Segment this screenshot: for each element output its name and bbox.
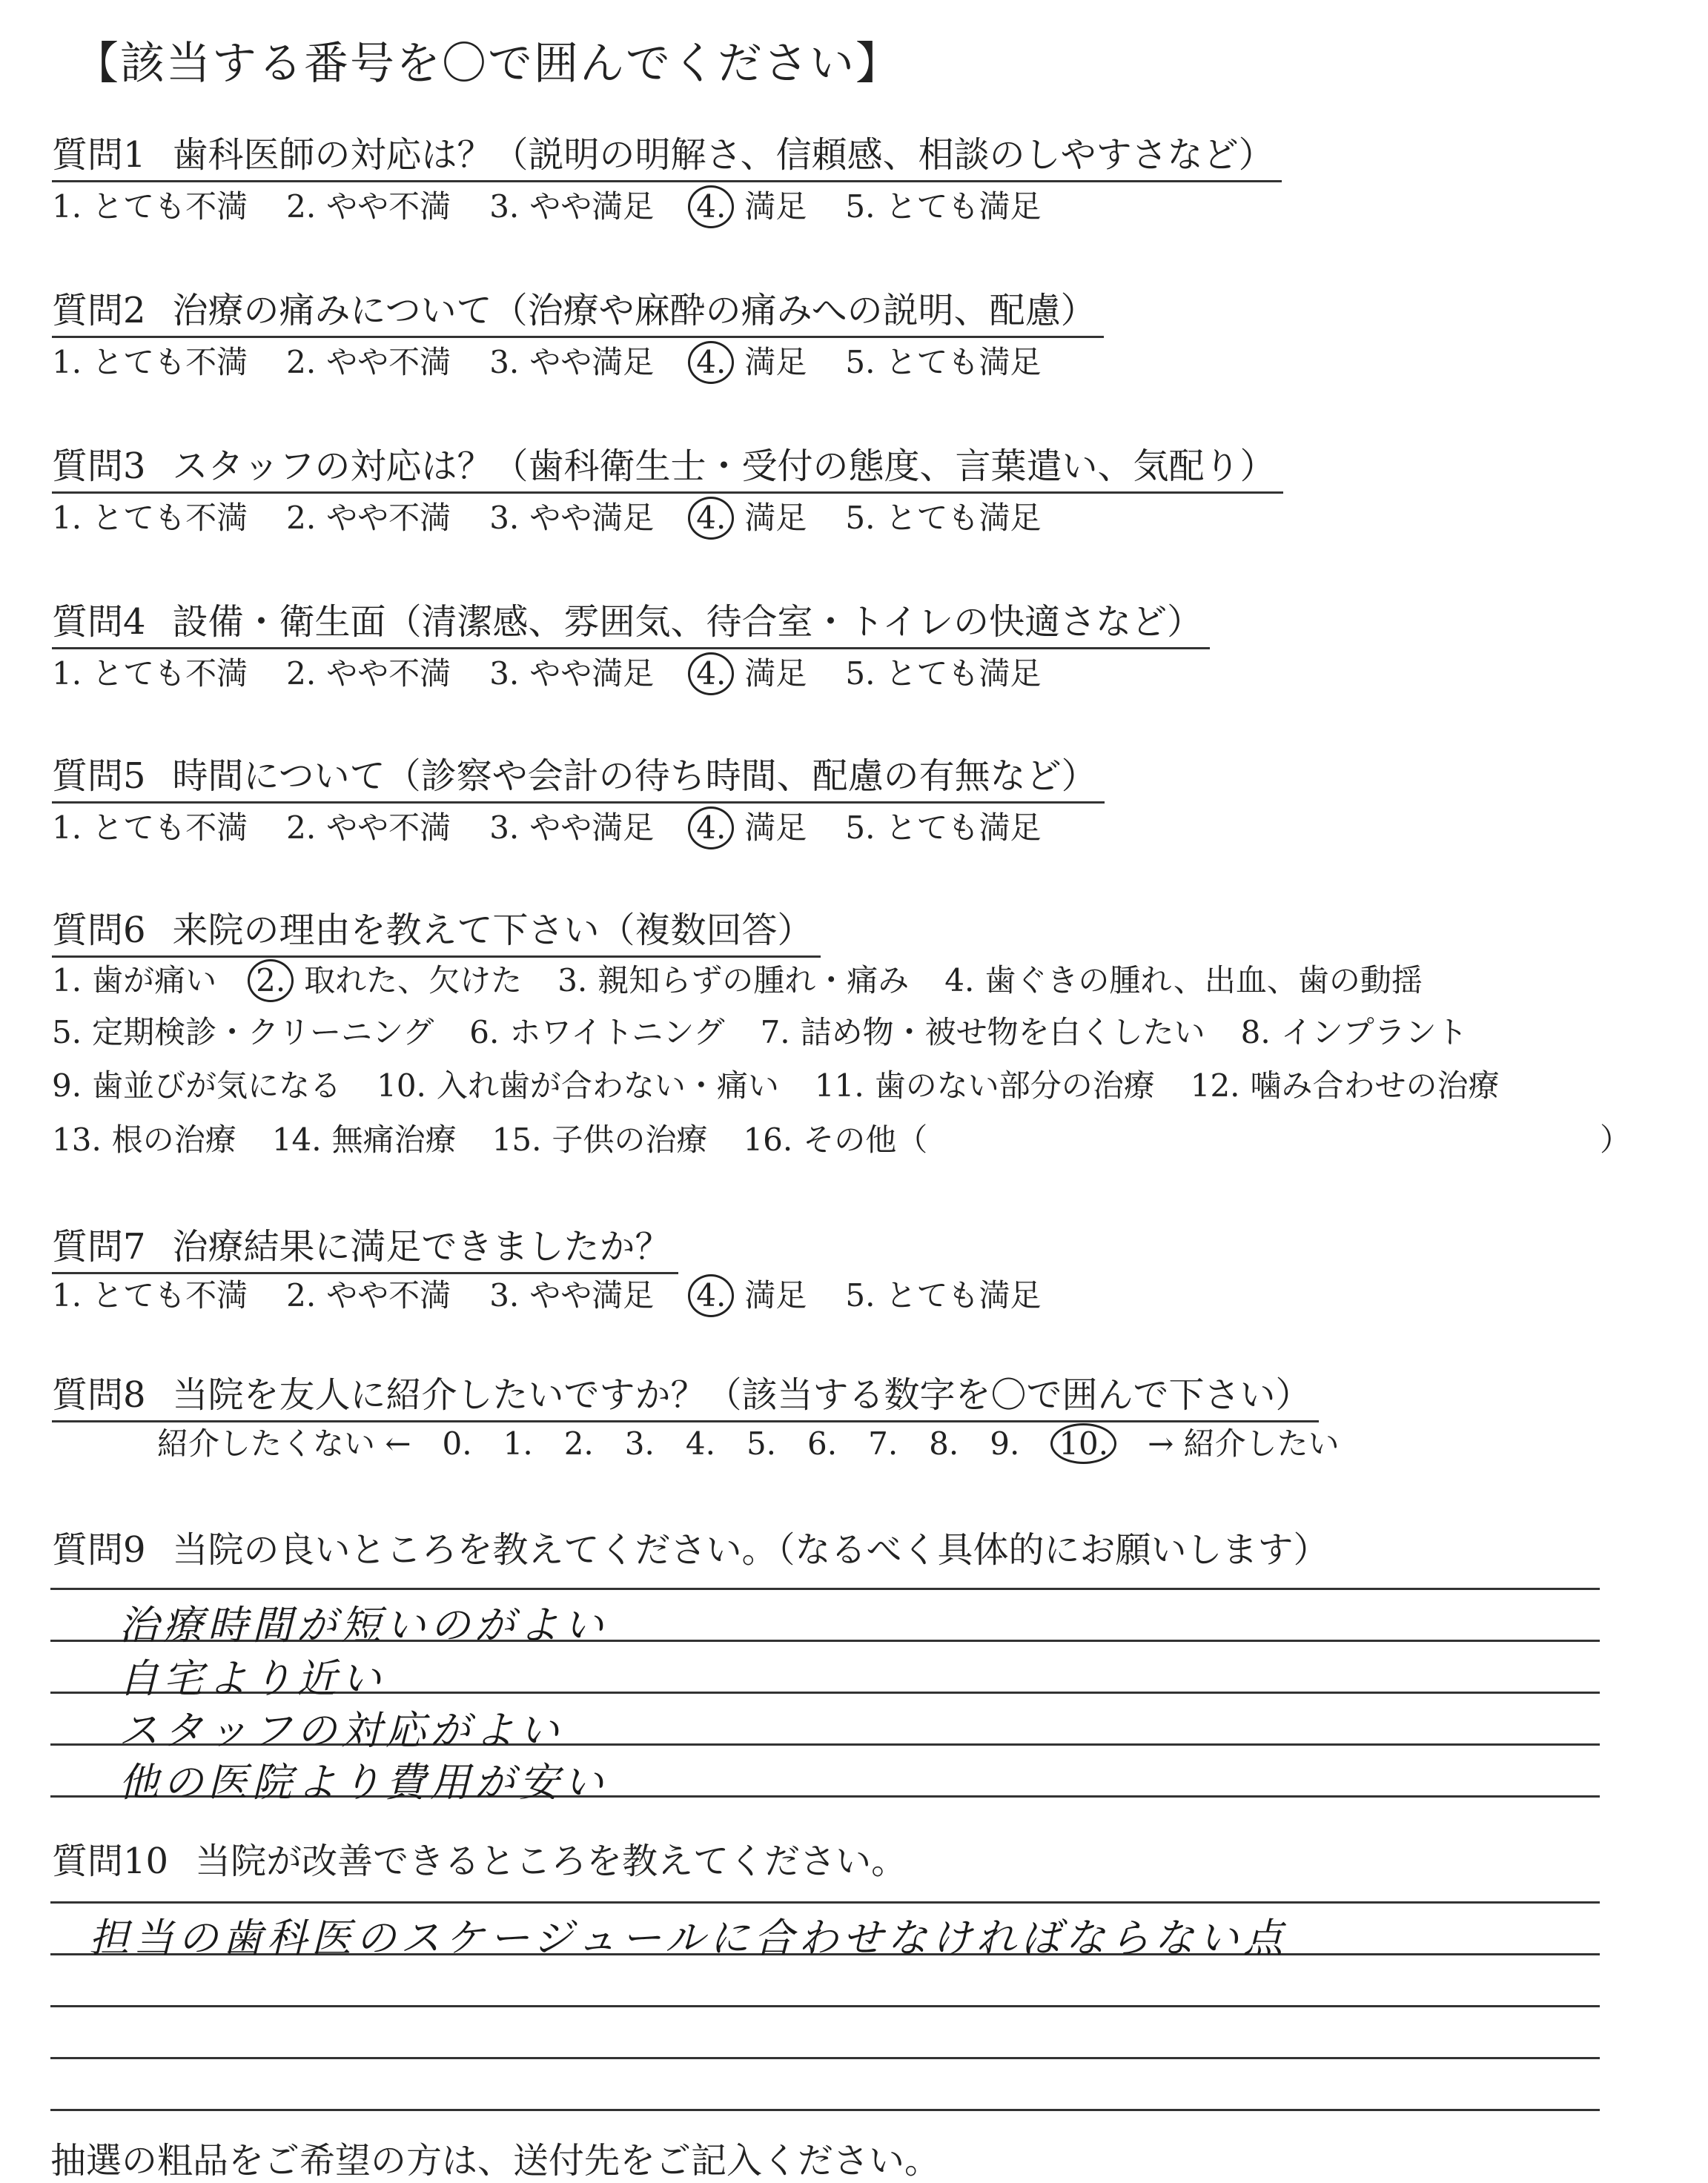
- option-number: 5.: [845, 1277, 875, 1314]
- q9-answer-2: 自宅より近い: [119, 1655, 385, 1702]
- reason-option[interactable]: [52, 1116, 236, 1160]
- option-label: 歯ぐきの腫れ、出血、歯の動揺: [984, 962, 1423, 998]
- q2-options: [52, 338, 1079, 384]
- option-number: 2.: [286, 1277, 317, 1314]
- rating-option[interactable]: [489, 338, 654, 382]
- option-label: やや満足: [529, 188, 655, 225]
- q9-heading: [52, 1521, 1337, 1575]
- option-label: やや満足: [529, 344, 655, 380]
- q5-options: [52, 804, 1079, 849]
- rating-option[interactable]: [52, 494, 248, 538]
- option-number: 1.: [52, 344, 82, 380]
- option-label: 定期検診・クリーニング: [92, 1014, 434, 1050]
- option-number: 8.: [1240, 1014, 1271, 1050]
- option-label: 満足: [744, 655, 807, 692]
- option-number: 11.: [814, 1067, 864, 1104]
- q9-number: 質問9: [52, 1529, 146, 1571]
- option-number: 5.: [845, 655, 875, 692]
- option-number: 3.: [489, 500, 520, 536]
- reason-option[interactable]: [52, 1061, 341, 1106]
- rating-option[interactable]: [692, 1271, 807, 1317]
- option-label: やや満足: [529, 809, 655, 846]
- reason-option[interactable]: [1191, 1061, 1500, 1106]
- rating-option[interactable]: [692, 804, 807, 849]
- option-label: 親知らずの腫れ・痛み: [598, 962, 910, 998]
- scale-option[interactable]: 3.: [624, 1425, 655, 1462]
- rating-option[interactable]: [52, 804, 248, 848]
- option-number: 5.: [845, 809, 875, 846]
- option-number: 2.: [286, 809, 317, 846]
- reason-option[interactable]: [1241, 1008, 1468, 1053]
- reason-option[interactable]: [377, 1061, 779, 1106]
- option-number: 1.: [52, 809, 82, 846]
- option-label: やや満足: [529, 655, 655, 692]
- option-number: 5.: [845, 500, 875, 536]
- scale-option[interactable]: 4.: [685, 1425, 715, 1462]
- option-number: 1.: [52, 1277, 82, 1314]
- q10-number: 質問10: [52, 1841, 169, 1882]
- q8-scale: [157, 1420, 1371, 1464]
- rating-option[interactable]: [286, 182, 451, 227]
- option-number: 4.: [688, 1274, 734, 1317]
- q7-text: 治療結果に満足できましたか？: [172, 1226, 671, 1268]
- q5-number: 質問5: [52, 755, 146, 797]
- option-number: 4.: [688, 652, 734, 695]
- option-number: 4.: [688, 497, 734, 540]
- scale-option[interactable]: 5.: [746, 1425, 777, 1462]
- reason-option[interactable]: [761, 1008, 1205, 1053]
- option-label: 満足: [744, 500, 807, 536]
- option-label: 子供の治療: [552, 1122, 708, 1158]
- scale-option[interactable]: 0.: [442, 1425, 472, 1462]
- q3-number: 質問3: [52, 445, 146, 487]
- option-label: やや満足: [529, 1277, 655, 1314]
- option-label: とても不満: [92, 344, 248, 380]
- option-number: 12.: [1190, 1067, 1240, 1104]
- option-number: 5.: [845, 344, 875, 380]
- option-label: とても不満: [92, 188, 248, 225]
- q10-heading: [52, 1832, 914, 1886]
- option-label: とても満足: [885, 500, 1042, 536]
- rating-option[interactable]: [692, 338, 807, 384]
- option-number: 2.: [286, 655, 317, 692]
- q10-line: [50, 1901, 1600, 1904]
- option-number: 3.: [489, 188, 520, 225]
- rating-option[interactable]: [286, 338, 451, 382]
- q6-row: [52, 1116, 963, 1160]
- rating-option[interactable]: [845, 182, 1041, 227]
- option-number: 1.: [52, 655, 82, 692]
- option-number: 2.: [286, 344, 317, 380]
- q6-row: [52, 1061, 1535, 1106]
- option-label: とても満足: [885, 655, 1042, 692]
- option-label: とても不満: [92, 1277, 248, 1314]
- rating-option[interactable]: [489, 649, 654, 694]
- option-label: やや不満: [326, 344, 451, 380]
- option-label: ホワイトニング: [509, 1014, 725, 1050]
- option-label: とても不満: [92, 809, 248, 846]
- q10-text: 当院が改善できるところを教えてください。: [195, 1841, 907, 1882]
- option-label: 満足: [744, 344, 807, 380]
- reason-option[interactable]: [52, 956, 216, 1001]
- q1-text: 歯科医師の対応は？（説明の明解さ、信頼感、相談のしやすさなど）: [172, 134, 1274, 176]
- rating-option[interactable]: [845, 338, 1041, 382]
- rating-option[interactable]: [286, 804, 451, 848]
- rating-option[interactable]: [845, 494, 1041, 538]
- q2-heading: [52, 282, 1104, 338]
- q10-line: [50, 2109, 1600, 2111]
- scale-option[interactable]: 7.: [868, 1425, 898, 1462]
- option-label: 取れた、欠けた: [304, 962, 523, 998]
- option-number: 3.: [489, 1277, 520, 1314]
- rating-option[interactable]: [845, 1271, 1041, 1316]
- rating-option[interactable]: [692, 494, 807, 540]
- rating-option[interactable]: [489, 182, 654, 227]
- option-number: 3.: [489, 655, 520, 692]
- rating-option[interactable]: [692, 182, 807, 228]
- option-number: 2.: [286, 188, 317, 225]
- option-number: 5.: [52, 1014, 82, 1050]
- option-number: 4.: [688, 341, 734, 384]
- rating-option[interactable]: [286, 649, 451, 694]
- q1-options: [52, 182, 1079, 228]
- q10-answer-1: 担当の歯科医のスケージュールに合わせなければならない点: [89, 1915, 1288, 1961]
- scale-left-label: 紹介したくない ←: [157, 1425, 411, 1462]
- q6-heading: [52, 901, 821, 958]
- q4-text: 設備・衛生面（清潔感、雰囲気、待合室・トイレの快適さなど）: [172, 601, 1203, 643]
- q10-line: [50, 2057, 1600, 2059]
- reason-option[interactable]: [272, 1116, 457, 1160]
- option-label: とても満足: [885, 188, 1042, 225]
- q6-row: [52, 1008, 1503, 1053]
- q9-line: [50, 1588, 1600, 1590]
- q2-number: 質問2: [52, 290, 146, 331]
- option-number: 15.: [491, 1122, 542, 1158]
- option-label: 歯が痛い: [92, 962, 217, 998]
- rating-option[interactable]: [52, 1271, 248, 1316]
- option-label: やや不満: [326, 655, 451, 692]
- reason-option[interactable]: [492, 1116, 708, 1160]
- q9-answer-4: 他の医院より費用が安い: [119, 1759, 608, 1806]
- q6-text: 来院の理由を教えて下さい（複数回答）: [172, 910, 813, 951]
- option-label: 詰め物・被せ物を白くしたい: [800, 1014, 1205, 1050]
- option-label: 根の治療: [111, 1122, 236, 1158]
- option-number: 6.: [469, 1014, 500, 1050]
- option-label: インプラント: [1280, 1014, 1468, 1050]
- scale-option[interactable]: 10.: [1050, 1423, 1116, 1464]
- option-number: 14.: [271, 1122, 322, 1158]
- rating-option[interactable]: [52, 649, 248, 694]
- rating-option[interactable]: [286, 1271, 451, 1316]
- option-label: 満足: [744, 809, 807, 846]
- option-number: 13.: [52, 1122, 102, 1158]
- option-number: 2.: [248, 959, 294, 1002]
- page-title: 【該当する番号を〇で囲んでください】: [74, 38, 901, 90]
- scale-option[interactable]: 9.: [990, 1425, 1020, 1462]
- q4-options: [52, 649, 1079, 695]
- reason-option[interactable]: [252, 956, 522, 1002]
- option-number: 1.: [52, 962, 82, 998]
- rating-option[interactable]: [692, 649, 807, 695]
- rating-option[interactable]: [489, 804, 654, 848]
- option-number: 7.: [760, 1014, 790, 1050]
- option-label: やや不満: [326, 809, 451, 846]
- q1-heading: [52, 126, 1282, 182]
- option-label: 満足: [744, 1277, 807, 1314]
- q8-text: 当院を友人に紹介したいですか？（該当する数字を〇で囲んで下さい）: [172, 1374, 1311, 1416]
- q3-options: [52, 494, 1079, 540]
- q4-number: 質問4: [52, 601, 146, 643]
- q5-heading: [52, 747, 1105, 804]
- q10-line: [50, 2005, 1600, 2007]
- option-number: 4.: [688, 185, 734, 228]
- option-label: 歯並びが気になる: [92, 1067, 342, 1104]
- option-label: やや不満: [326, 500, 451, 536]
- footer-note: 抽選の粗品をご希望の方は、送付先をご記入ください。: [50, 2140, 941, 2182]
- rating-option[interactable]: [489, 1271, 654, 1316]
- q6-number: 質問6: [52, 910, 146, 951]
- option-number: 2.: [286, 500, 317, 536]
- option-label: やや不満: [326, 1277, 451, 1314]
- option-number: 1.: [52, 188, 82, 225]
- option-number: 4.: [688, 806, 734, 849]
- option-label: とても満足: [885, 809, 1042, 846]
- rating-option[interactable]: [52, 182, 248, 227]
- reason-option[interactable]: [944, 956, 1423, 1001]
- scale-option[interactable]: 2.: [563, 1425, 594, 1462]
- option-label: とても満足: [885, 344, 1042, 380]
- option-label: その他（: [803, 1122, 928, 1158]
- option-label: 歯のない部分の治療: [874, 1067, 1155, 1104]
- option-label: 噛み合わせの治療: [1250, 1067, 1500, 1104]
- option-number: 4.: [944, 962, 975, 998]
- q2-text: 治療の痛みについて（治療や麻酔の痛みへの説明、配慮）: [172, 290, 1096, 331]
- rating-option[interactable]: [489, 494, 654, 538]
- reason-option[interactable]: [52, 1008, 434, 1053]
- option-number: 9.: [52, 1067, 82, 1104]
- option-label: とても不満: [92, 655, 248, 692]
- q9-answer-3: スタッフの対応がよい: [119, 1707, 563, 1754]
- q6-other-close: ）: [1600, 1122, 1632, 1158]
- q5-text: 時間について（診察や会計の待ち時間、配慮の有無など）: [172, 755, 1097, 797]
- q9-answer-1: 治療時間が短いのがよい: [119, 1602, 608, 1649]
- option-label: 入れ歯が合わない・痛い: [436, 1067, 779, 1104]
- option-number: 3.: [489, 344, 520, 380]
- option-number: 16.: [743, 1122, 793, 1158]
- scale-option[interactable]: 8.: [929, 1425, 959, 1462]
- q8-heading: [52, 1366, 1319, 1422]
- q9-text: 当院の良いところを教えてください。（なるべく具体的にお願いします）: [172, 1529, 1329, 1571]
- scale-option[interactable]: 1.: [503, 1425, 533, 1462]
- scale-option[interactable]: 6.: [807, 1425, 838, 1462]
- option-number: 1.: [52, 500, 82, 536]
- option-number: 5.: [845, 188, 875, 225]
- option-number: 3.: [557, 962, 588, 998]
- rating-option[interactable]: [845, 649, 1041, 694]
- reason-option[interactable]: [557, 956, 909, 1001]
- q8-number: 質問8: [52, 1374, 146, 1416]
- q1-number: 質問1: [52, 134, 146, 176]
- q3-heading: [52, 437, 1283, 494]
- q3-text: スタッフの対応は？（歯科衛生士・受付の態度、言葉遣い、気配り）: [172, 445, 1276, 487]
- q4-heading: [52, 593, 1210, 649]
- rating-option[interactable]: [52, 338, 248, 382]
- q7-options: [52, 1271, 1079, 1317]
- rating-option[interactable]: [845, 804, 1041, 848]
- reason-option[interactable]: [815, 1061, 1155, 1106]
- option-label: とても不満: [92, 500, 248, 536]
- option-label: 無痛治療: [331, 1122, 457, 1158]
- reason-option[interactable]: [469, 1008, 724, 1053]
- reason-option[interactable]: [743, 1116, 927, 1160]
- option-label: やや満足: [529, 500, 655, 536]
- option-number: 3.: [489, 809, 520, 846]
- option-label: とても満足: [885, 1277, 1042, 1314]
- q7-number: 質問7: [52, 1226, 146, 1268]
- q6-row: [52, 956, 1458, 1002]
- option-label: やや不満: [326, 188, 451, 225]
- rating-option[interactable]: [286, 494, 451, 538]
- option-number: 10.: [377, 1067, 426, 1104]
- option-label: 満足: [744, 188, 807, 225]
- q7-heading: [52, 1218, 678, 1274]
- scale-right-label: → 紹介したい: [1148, 1425, 1340, 1462]
